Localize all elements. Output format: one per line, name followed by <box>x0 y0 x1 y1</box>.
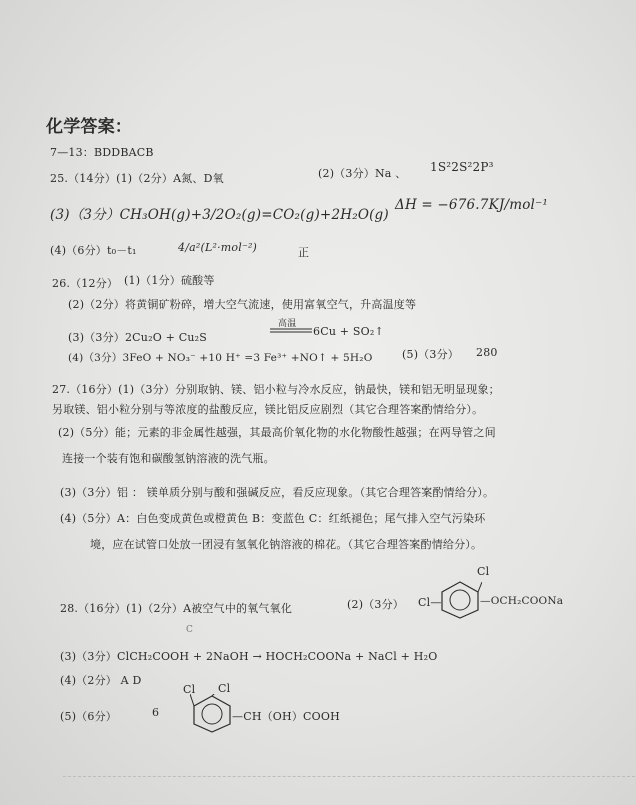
answer-line: (3)（3分）ClCH₂COOH + 2NaOH → HOCH₂COONa + NaCl + H₂O <box>60 650 438 663</box>
page-divider <box>63 776 635 777</box>
answer-line: (2)（3分） <box>347 598 404 611</box>
answer-line: (3)（3分）CH₃OH(g)+3/2O₂(g)=CO₂(g)+2H₂O(g) <box>50 207 389 223</box>
answer-line: (4)（6分）t₀－t₁ <box>50 244 137 257</box>
answer-line: (4)（5分）A：白色变成黄色或橙黄色 B：变蓝色 C：红纸褪色；尾气排入空气污染环 <box>60 512 486 525</box>
answer-line: ΔH = −676.7KJ/mol⁻¹ <box>395 197 549 213</box>
answer-line: 7—13：BDDBACB <box>50 146 154 159</box>
benzene-ring-icon <box>190 694 234 734</box>
answer-line: (3)（3分）铝 ： 镁单质分别与酸和强碱反应，看反应现象。（其它合理答案酌情给分）。 <box>60 486 495 499</box>
answer-line: (2)（2分）将黄铜矿粉碎，增大空气流速，使用富氧空气，升高温度等 <box>68 298 417 311</box>
answer-line: 25.（14分）(1)（2分）A氮、D氧 <box>50 172 224 185</box>
answer-line: (4)（2分） A D <box>60 674 142 687</box>
answer-line: 另取镁、铝小粒分别与等浓度的盐酸反应，镁比铝反应剧烈（其它合理答案酌情给分）。 <box>52 403 484 416</box>
answer-line: 280 <box>476 346 498 359</box>
structure-label: Cl <box>477 565 490 578</box>
answer-line: 1S²2S²2P³ <box>430 160 494 174</box>
answer-line: (5)（6分） <box>60 710 117 723</box>
page-title: 化学答案： <box>46 117 132 137</box>
answer-line: (2)（3分）Na 、 <box>318 167 407 180</box>
equals-arrow <box>270 328 312 334</box>
answer-line: (5)（3分） <box>402 348 459 361</box>
answer-line: 正 <box>298 246 310 259</box>
answer-line: 6 <box>152 706 160 719</box>
condition-label: 高温 <box>278 319 297 329</box>
answer-line: 28.（16分）(1)（2分）A被空气中的氧气氧化 <box>60 602 293 615</box>
answer-line: (2)（5分）能；元素的非金属性越强，其最高价氧化物的水化物酸性越强；在两导管之间 <box>58 426 496 439</box>
answer-line: 27.（16分）(1)（3分）分别取钠、镁、铝小粒与冷水反应，钠最快，镁和铝无明显现象； <box>52 383 500 396</box>
structure-label: —CH（OH）COOH <box>232 710 340 723</box>
answer-line: 境，应在试管口处放一团浸有氢氧化钠溶液的棉花。（其它合理答案酌情给分）。 <box>90 538 483 551</box>
structure-label: Cl <box>218 682 231 695</box>
answer-line: 连接一个装有饱和碳酸氢钠溶液的洗气瓶。 <box>62 452 275 465</box>
answer-line: 4/a²(L²·mol⁻²) <box>178 241 258 254</box>
stray-mark: C <box>186 625 194 635</box>
answer-line: 26.（12分） <box>52 277 119 290</box>
answer-line: 6Cu + SO₂↑ <box>313 325 384 338</box>
structure-label: —OCH₂COONa <box>480 595 564 607</box>
benzene-ring-icon <box>438 580 482 620</box>
answer-line: (3)（3分）2Cu₂O + Cu₂S <box>68 331 207 344</box>
answer-line: (1)（1分）硫酸等 <box>124 274 215 287</box>
answer-line: (4)（3分）3FeO + NO₃⁻ +10 H⁺ =3 Fe³⁺ +NO↑ + 5H₂O <box>68 352 373 364</box>
structure-label: Cl <box>183 683 196 696</box>
structure-label: Cl— <box>418 596 442 609</box>
